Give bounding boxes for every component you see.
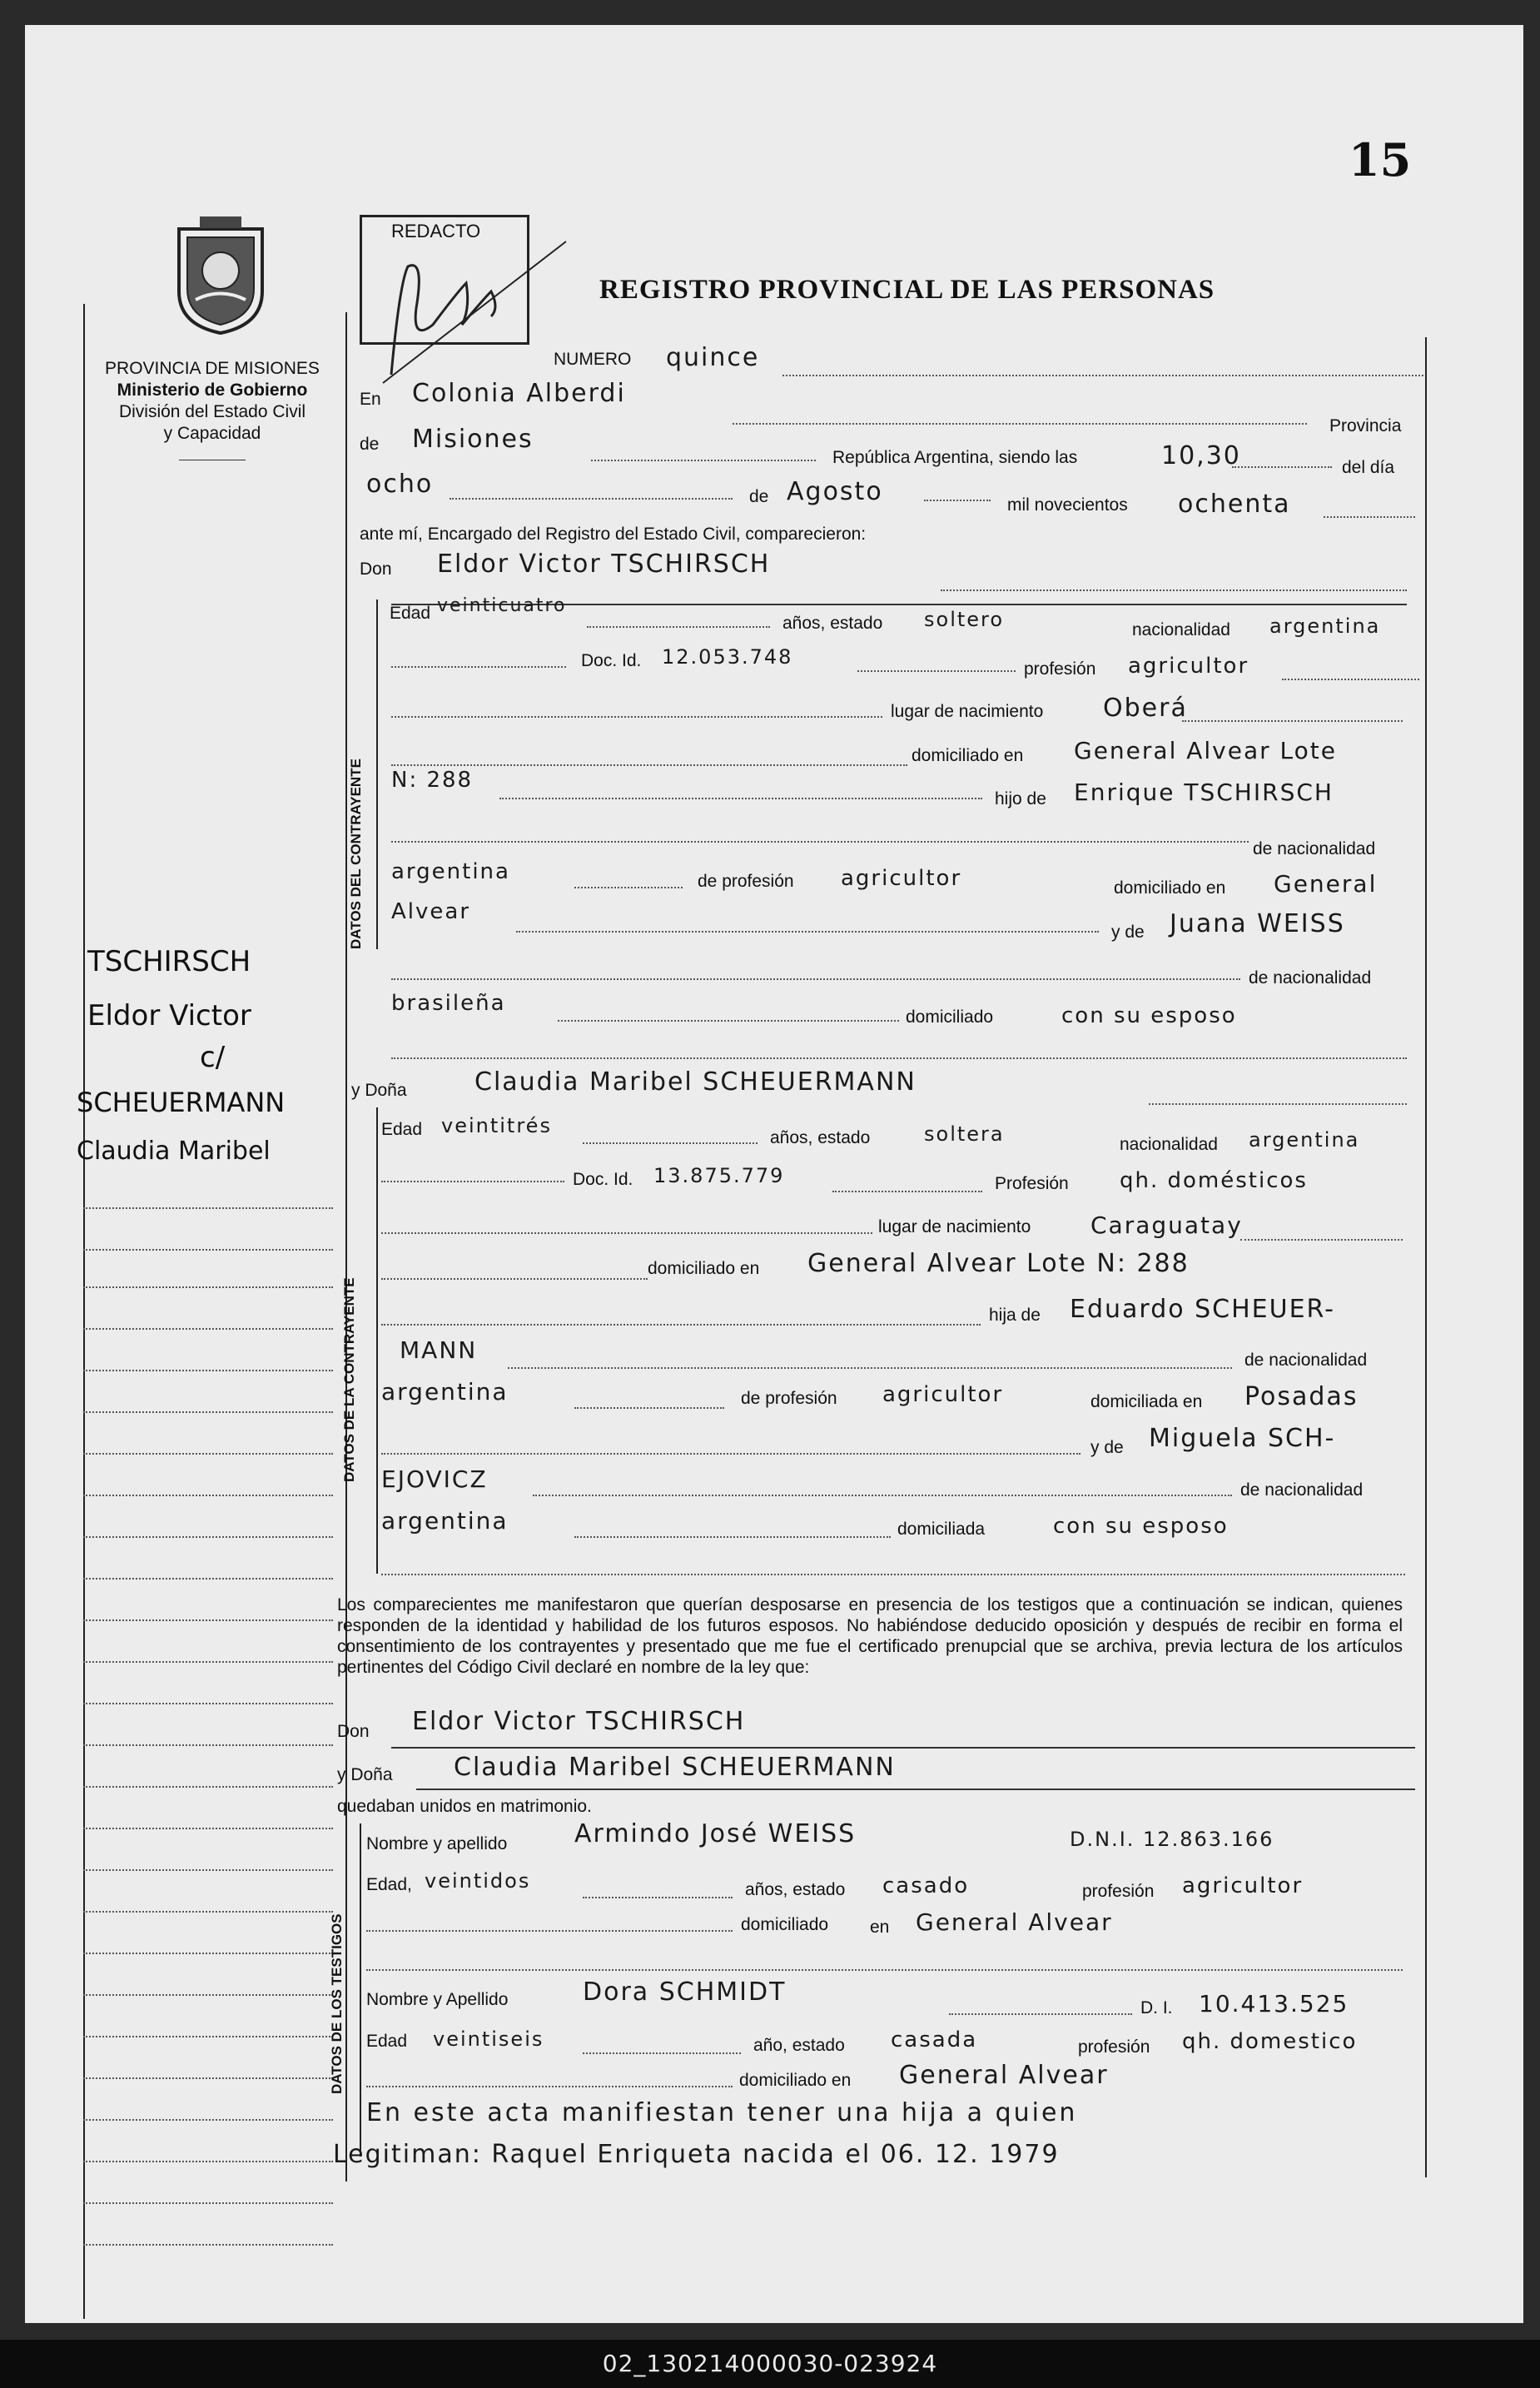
- margin-name-bride: Claudia Maribel: [77, 1137, 271, 1166]
- numero-label: NUMERO: [554, 350, 632, 369]
- groom-prof-value: agricultor: [1128, 654, 1249, 679]
- bride-lugar-label: lugar de nacimiento: [878, 1217, 1031, 1236]
- dia-value: ocho: [366, 470, 434, 499]
- bride-section-label: DATOS DE LA CONTRAYENTE: [341, 1277, 357, 1482]
- matrimonio-label: quedaban unidos en matrimonio.: [337, 1797, 592, 1816]
- page-number: 15: [1349, 133, 1412, 187]
- witness1-edad-value: veintidos: [425, 1869, 531, 1893]
- witness1-estado-label: años, estado: [745, 1880, 846, 1899]
- final-dona-value: Claudia Maribel SCHEUERMANN: [454, 1753, 896, 1782]
- witness2-estado-label: año, estado: [753, 2036, 845, 2055]
- witness1-name-value: Armindo José WEISS: [574, 1819, 857, 1848]
- margin-name-groom: Eldor Victor: [87, 999, 251, 1032]
- witness2-edad-label: Edad: [366, 2032, 408, 2051]
- bride-prof-value: qh. domésticos: [1120, 1168, 1308, 1193]
- groom-doc-label: Doc. Id.: [581, 651, 642, 670]
- bride-nac-value: argentina: [1249, 1128, 1360, 1152]
- bride-estado-value: soltera: [924, 1122, 1005, 1146]
- groom-padre-prof-value: agricultor: [841, 866, 962, 891]
- groom-padre-dom-value-2: Alvear: [391, 899, 471, 924]
- witness1-name-label: Nombre y apellido: [366, 1834, 508, 1853]
- lugar-value: Colonia Alberdi: [412, 379, 626, 408]
- bride-prof-label: Profesión: [995, 1174, 1069, 1193]
- groom-madre-label: y de: [1111, 923, 1145, 942]
- witness1-en-label: en: [870, 1918, 890, 1937]
- margin-surname-bride: SCHEUERMANN: [77, 1087, 286, 1118]
- witness1-prof-value: agricultor: [1182, 1873, 1304, 1898]
- bride-edad-value: veintitrés: [441, 1114, 552, 1137]
- mil-label: mil novecientos: [1007, 495, 1128, 515]
- bride-madre-dom-value: con su esposo: [1053, 1514, 1229, 1539]
- witness1-dom-label: domiciliado: [741, 1915, 829, 1934]
- groom-nac-value: argentina: [1269, 614, 1381, 638]
- redacto-label: REDACTO: [391, 221, 481, 241]
- groom-padre-nac-label: de nacionalidad: [1253, 839, 1376, 858]
- provincia-value: Misiones: [412, 425, 534, 454]
- witness2-edad-value: veintiseis: [433, 2027, 544, 2051]
- groom-dom-value-2: N: 288: [391, 768, 474, 793]
- witness2-di-label: D. I.: [1140, 1998, 1173, 2017]
- groom-madre-nac-value: brasileña: [391, 991, 506, 1016]
- witness2-prof-label: profesión: [1078, 2037, 1150, 2057]
- bride-madre-value: Miguela SCH-: [1149, 1424, 1336, 1453]
- final-don-label: Don: [337, 1722, 370, 1741]
- bride-doc-value: 13.875.779: [653, 1164, 785, 1187]
- hora-value: 10,30: [1161, 441, 1241, 470]
- province-name: PROVINCIA DE MISIONES: [105, 359, 320, 378]
- bride-padre-value-2: MANN: [400, 1336, 478, 1364]
- final-don-value: Eldor Victor TSCHIRSCH: [412, 1707, 746, 1736]
- en-label: En: [360, 390, 381, 409]
- bride-padre-prof-label: de profesión: [741, 1389, 837, 1408]
- anio-value: ochenta: [1178, 490, 1291, 519]
- witness-block-line: [360, 1823, 361, 2157]
- de-mes-label: de: [749, 487, 769, 506]
- numero-value: quince: [666, 343, 760, 372]
- bride-madre-nac-value: argentina: [381, 1507, 509, 1535]
- groom-lugar-value: Oberá: [1103, 694, 1188, 723]
- de-label: de: [360, 435, 380, 454]
- bride-hija-label: hija de: [989, 1306, 1041, 1325]
- groom-hijo-label: hijo de: [995, 789, 1046, 808]
- bride-block-line: [376, 1107, 378, 1574]
- page-title: REGISTRO PROVINCIAL DE LAS PERSONAS: [599, 275, 1215, 305]
- groom-nac-label: nacionalidad: [1132, 620, 1230, 639]
- image-id-footer: 02_130214000030-023924: [0, 2340, 1540, 2388]
- form-left-line: [345, 312, 347, 2182]
- groom-estado-label: años, estado: [782, 614, 883, 633]
- groom-padre-value: Enrique TSCHIRSCH: [1074, 779, 1334, 806]
- provincial-seal-icon: [162, 212, 279, 337]
- bride-padre-nac-label: de nacionalidad: [1244, 1351, 1368, 1370]
- groom-padre-nac-value: argentina: [391, 859, 510, 884]
- witness1-prof-label: profesión: [1082, 1882, 1155, 1901]
- groom-block-line: [376, 599, 378, 949]
- witness2-dom-value: General Alvear: [899, 2061, 1109, 2090]
- legitimation-note-line1: En este acta manifiestan tener una hija a quien: [366, 2098, 1078, 2127]
- groom-lugar-label: lugar de nacimiento: [891, 702, 1044, 721]
- witness1-estado-value: casado: [882, 1873, 970, 1898]
- bride-padre-dom-value: Posadas: [1244, 1382, 1359, 1411]
- groom-dom-value: General Alvear Lote: [1074, 737, 1337, 764]
- republica-label: República Argentina, siendo las: [832, 448, 1078, 467]
- groom-edad-label: Edad: [390, 604, 431, 623]
- mes-value: Agosto: [787, 477, 883, 506]
- groom-edad-value: veinticuatro: [437, 595, 567, 616]
- witness2-dom-label: domiciliado en: [739, 2071, 852, 2090]
- division-name-2: y Capacidad: [163, 424, 261, 443]
- bride-dom-label: domiciliado en: [648, 1259, 760, 1278]
- bride-padre-value: Eduardo SCHEUER-: [1070, 1295, 1336, 1324]
- form-right-line: [1425, 337, 1427, 2177]
- dona-label: y Doña: [351, 1081, 407, 1100]
- groom-dom-label: domiciliado en: [912, 746, 1024, 765]
- groom-section-label: DATOS DEL CONTRAYENTE: [348, 759, 364, 949]
- bride-dom-value: General Alvear Lote N: 288: [807, 1249, 1190, 1278]
- dona-value: Claudia Maribel SCHEUERMANN: [474, 1067, 917, 1097]
- groom-padre-prof-label: de profesión: [698, 872, 794, 891]
- ministry-header: [75, 358, 350, 460]
- groom-doc-value: 12.053.748: [662, 645, 793, 669]
- bride-padre-prof-value: agricultor: [882, 1382, 1004, 1407]
- bride-madre-value-2: EJOVICZ: [381, 1465, 488, 1493]
- signature-icon: [366, 233, 583, 400]
- margin-connector: c/: [200, 1041, 226, 1074]
- legitimation-note-line2: Legitiman: Raquel Enriqueta nacida el 06. 12. 1979: [333, 2140, 1060, 2169]
- witness2-name-label: Nombre y Apellido: [366, 1990, 509, 2009]
- witness2-estado-value: casada: [891, 2027, 978, 2052]
- groom-madre-nac-label: de nacionalidad: [1249, 968, 1372, 988]
- witness1-dom-value: General Alvear: [916, 1908, 1113, 1936]
- division-name: División del Estado Civil: [118, 402, 306, 421]
- bride-edad-label: Edad: [381, 1120, 423, 1139]
- bride-madre-nac-label: de nacionalidad: [1240, 1480, 1364, 1500]
- groom-madre-dom-value: con su esposo: [1061, 1003, 1237, 1028]
- bride-nac-label: nacionalidad: [1120, 1135, 1218, 1154]
- witness2-prof-value: qh. domestico: [1182, 2029, 1358, 2054]
- groom-padre-dom-value: General: [1274, 870, 1378, 898]
- witness2-dni-value: 10.413.525: [1199, 1990, 1349, 2017]
- declaration-paragraph: Los comparecientes me manifestaron que querían desposarse en presencia de los testigos que a continuación se indican, quienes responden de la identidad y habilidad de los futuros esposos. No habiéndose deducido oposición y después de recibir en forma el consentimiento de los contrayentes y presentado que me fue el certificado prenupcial que se archiva, previa lectura de los artículos pertinentes del Código Civil declaré en nombre de la ley que:: [337, 1595, 1403, 1677]
- witness-section-label: DATOS DE LOS TESTIGOS: [329, 1913, 345, 2094]
- bride-padre-dom-label: domiciliada en: [1090, 1392, 1203, 1411]
- provincia-label: Provincia: [1329, 416, 1402, 435]
- groom-madre-value: Juana WEISS: [1170, 909, 1345, 938]
- groom-prof-label: profesión: [1024, 659, 1096, 679]
- groom-padre-dom-label: domiciliado en: [1114, 878, 1226, 898]
- groom-madre-dom-label: domiciliado: [906, 1007, 994, 1027]
- witness1-edad-label: Edad,: [366, 1875, 412, 1894]
- left-margin-line: [83, 304, 85, 2319]
- witness1-dni-value: D.N.I. 12.863.166: [1070, 1828, 1274, 1851]
- don-value: Eldor Victor TSCHIRSCH: [437, 550, 771, 579]
- groom-estado-value: soltero: [924, 608, 1005, 631]
- bride-estado-label: años, estado: [770, 1128, 871, 1147]
- bride-madre-label: y de: [1090, 1438, 1124, 1457]
- final-dona-label: y Doña: [337, 1765, 393, 1784]
- del-dia-label: del día: [1342, 458, 1395, 477]
- bride-doc-label: Doc. Id.: [573, 1170, 633, 1189]
- bride-padre-nac-value: argentina: [381, 1378, 509, 1405]
- ministry-name: Ministerio de Gobierno: [117, 381, 308, 400]
- bride-lugar-value: Caraguatay: [1090, 1211, 1243, 1239]
- ante-label: ante mí, Encargado del Registro del Estado Civil, comparecieron:: [360, 525, 867, 544]
- bride-madre-dom-label: domiciliada: [897, 1520, 986, 1539]
- witness2-name-value: Dora SCHMIDT: [583, 1978, 787, 2007]
- margin-surname-groom: TSCHIRSCH: [87, 945, 251, 978]
- don-label: Don: [360, 560, 392, 579]
